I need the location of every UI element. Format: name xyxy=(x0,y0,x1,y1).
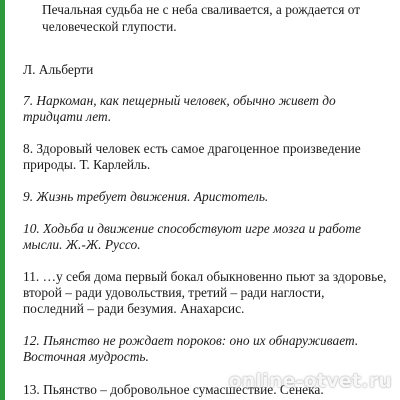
quote-8-line-1: 8. Здоровый человек есть самое драгоценное произведение xyxy=(23,141,361,156)
quote-10-line-1: 10. Ходьба и движение способствуют игре мозга и работе xyxy=(23,221,361,236)
quote-12-line-2: Восточная мудрость. xyxy=(23,349,149,364)
document-page xyxy=(5,0,400,400)
site-watermark: online-otvet.ru xyxy=(228,370,392,392)
quote-7-line-2: тридцати лет. xyxy=(23,109,112,124)
quote-8-line-2: природы. Т. Карлейль. xyxy=(23,157,151,172)
quote-11-line-1: 11. …у себя дома первый бокал обыкновенно пьют за здоровье, xyxy=(23,269,387,284)
quote-author-alberti: Л. Альберти xyxy=(23,62,94,77)
quote-9-line-1: 9. Жизнь требует движения. Аристотель. xyxy=(23,189,269,204)
quote-intro-line-1: Печальная судьба не с неба сваливается, а рождается от xyxy=(42,2,361,17)
quote-11-line-2: второй – ради удовольствия, третий – ради наглости, xyxy=(23,285,325,300)
quote-11-line-3: последний – ради безумия. Анахарсис. xyxy=(23,301,245,316)
quote-10-line-2: мысли. Ж.-Ж. Руссо. xyxy=(23,237,141,252)
quote-intro-line-2: человеческой глупости. xyxy=(42,19,177,34)
quote-12-line-1: 12. Пьянство не рождает пороков: оно их обнаруживает. xyxy=(23,333,359,348)
quote-7-line-1: 7. Наркоман, как пещерный человек, обычно живет до xyxy=(23,93,336,108)
quote-13-line-1: 13. Пьянство – добровольное сумасшествие. Сенека. xyxy=(23,382,324,397)
